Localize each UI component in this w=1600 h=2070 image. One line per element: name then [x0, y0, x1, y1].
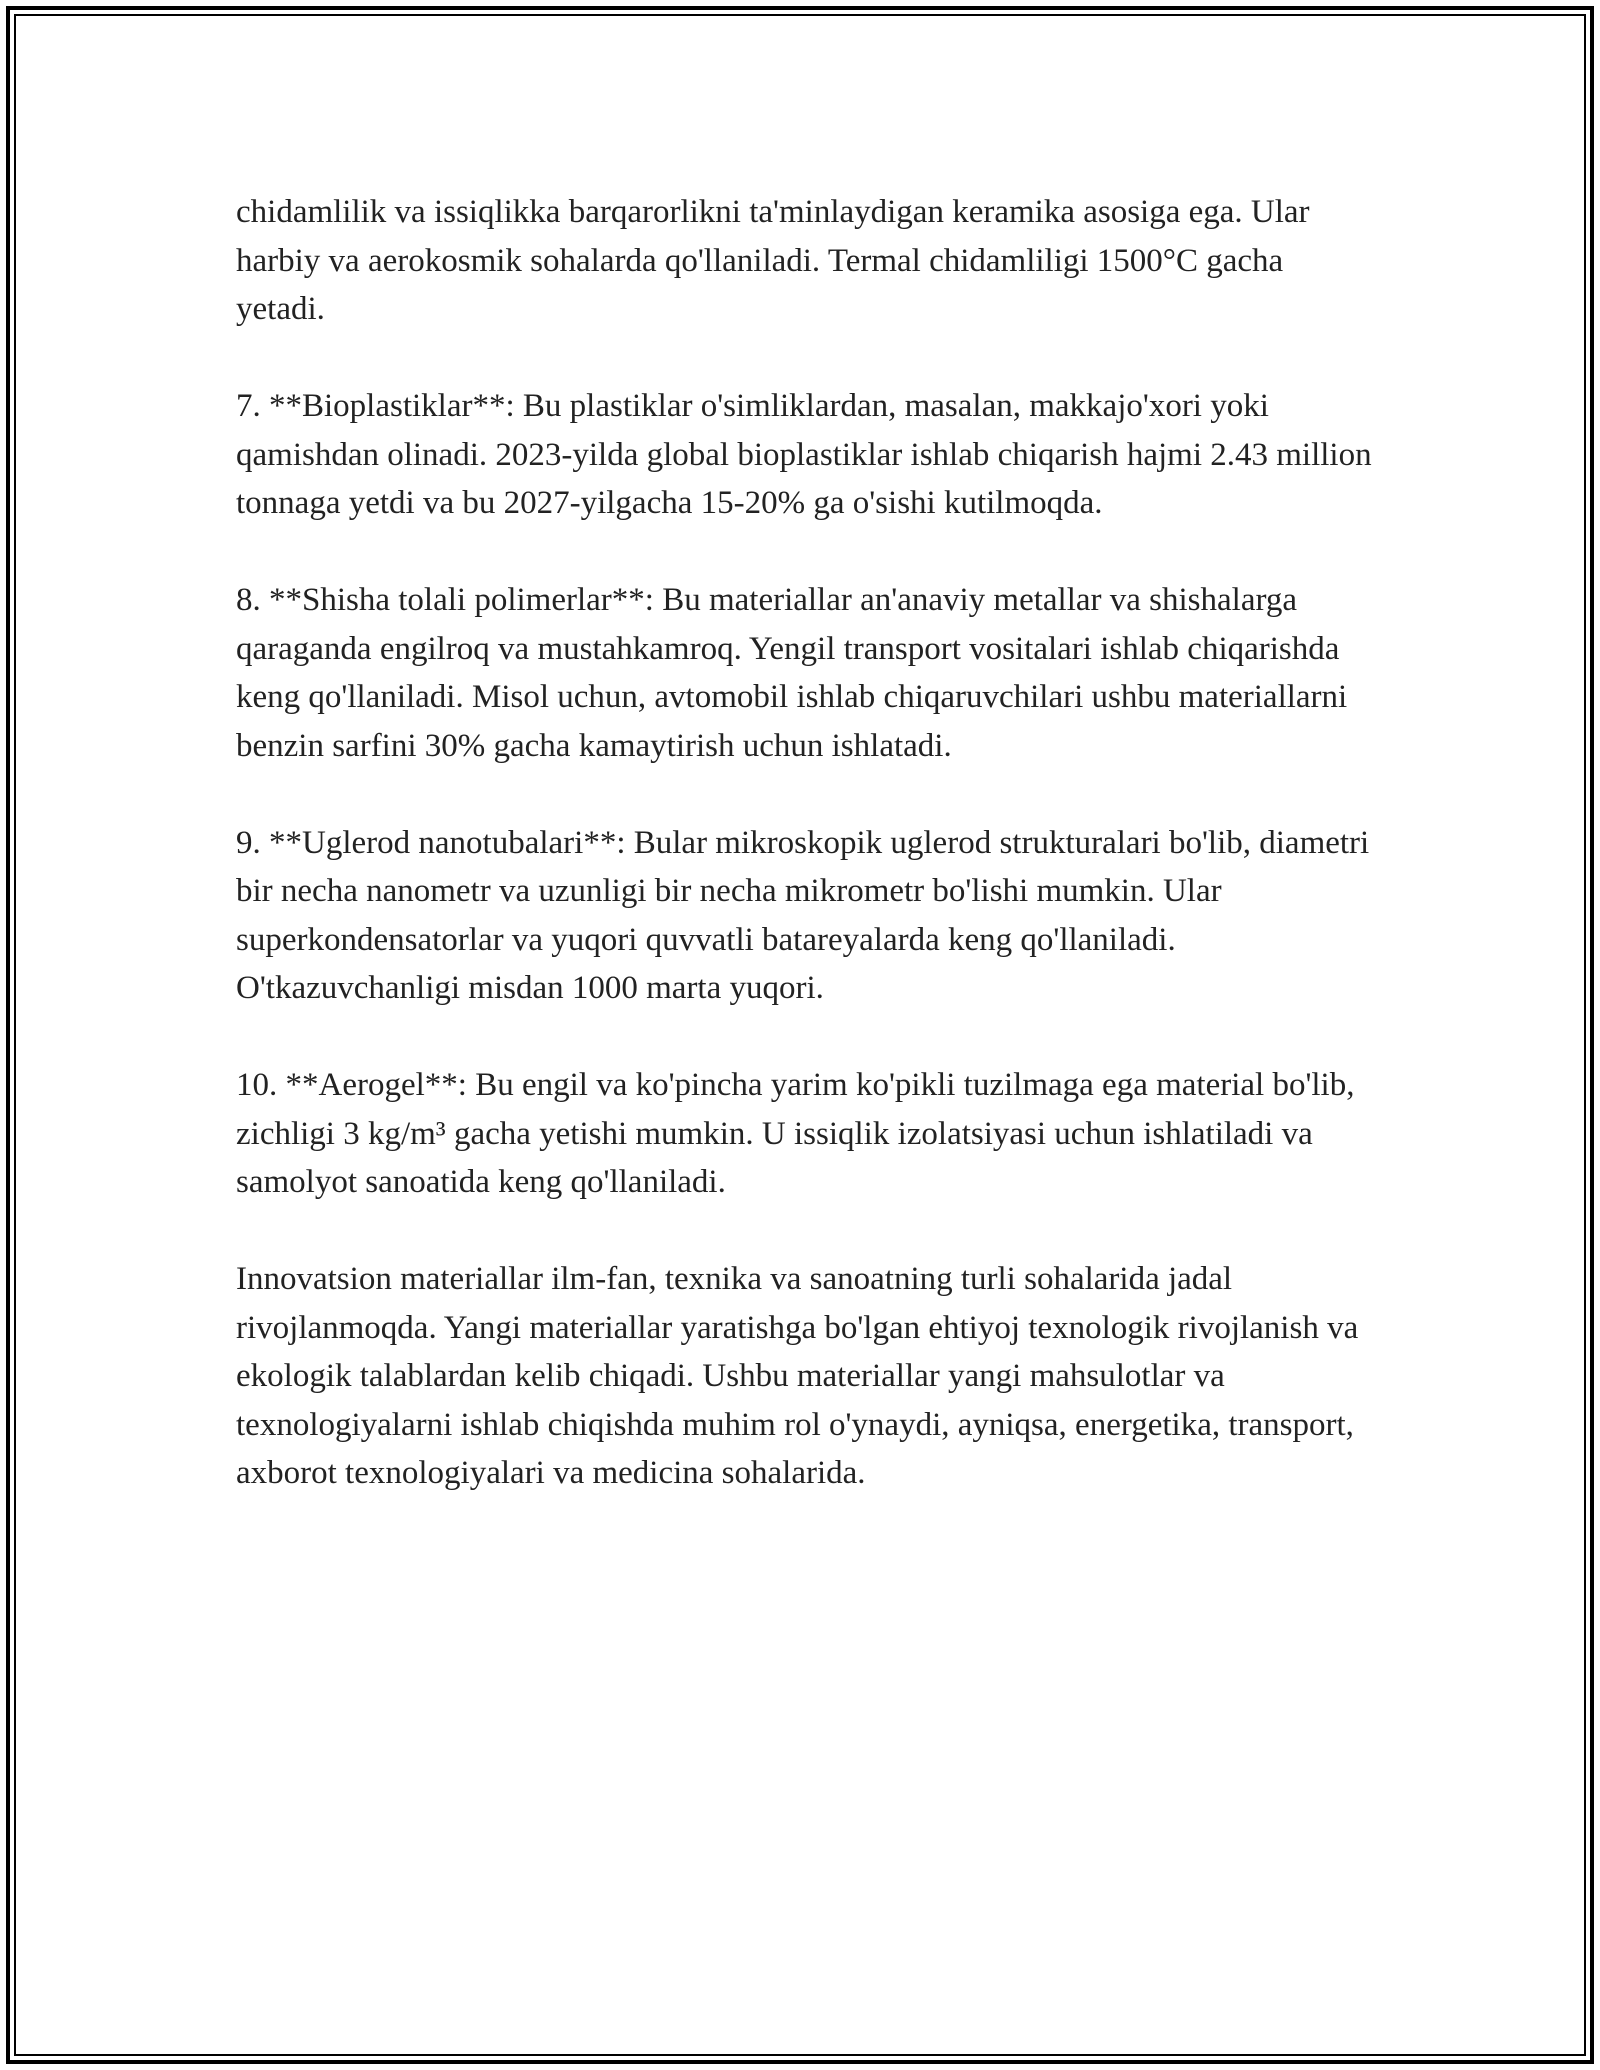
- paragraph-aerogel: 10. **Aerogel**: Bu engil va ko'pincha yarim ko'pikli tuzilmaga ega material bo'lib, zichligi 3 kg/m³ gacha yetishi mumkin. U issiqlik izolatsiyasi uchun ishlatiladi va samolyot sanoatida keng qo'llaniladi.: [236, 1067, 1355, 1200]
- paragraph-carbon-nanotubes: 9. **Uglerod nanotubalari**: Bular mikroskopik uglerod strukturalari bo'lib, diametri bir necha nanometr va uzunligi bir necha mikrometr bo'lishi mumkin. Ular superkondensatorlar va yuqori quvvatli batareyalarda keng qo'llaniladi. O'tkazuvchanligi misdan 1000 marta yuqori.: [236, 824, 1370, 1006]
- paragraph-conclusion: Innovatsion materiallar ilm-fan, texnika va sanoatning turli sohalarida jadal rivojlanmoqda. Yangi materiallar yaratishga bo'lgan ehtiyoj texnologik rivojlanish va ekologik talablardan kelib chiqadi. Ushbu materiallar yangi mahsulotlar va texnologiyalarni ishlab chiqishda muhim rol o'ynaydi, ayniqsa, energetika, transport, axborot texnologiyalari va medicina sohalarida.: [236, 1261, 1359, 1491]
- paragraph-bioplastics: 7. **Bioplastiklar**: Bu plastiklar o'simliklardan, masalan, makkajo'xori yoki qamishdan olinadi. 2023-yilda global bioplastiklar ishlab chiqarish hajmi 2.43 million tonnaga yetdi va bu 2027-yilgacha 15-20% ga o'sishi kutilmoqda.: [236, 388, 1372, 521]
- paragraph-glass-fiber-polymers: 8. **Shisha tolali polimerlar**: Bu materiallar an'anaviy metallar va shishalarga qaraganda engilroq va mustahkamroq. Yengil transport vositalari ishlab chiqarishda keng qo'llaniladi. Misol uchun, avtomobil ishlab chiqaruvchilari ushbu materiallarni benzin sarfini 30% gacha kamaytirish uchun ishlatadi.: [236, 582, 1348, 764]
- document-body: [236, 188, 1376, 1546]
- paragraph-ceramics-continuation: chidamlilik va issiqlikka barqarorlikni ta'minlaydigan keramika asosiga ega. Ular harbiy va aerokosmik sohalarda qo'llaniladi. Termal chidamliligi 1500°C gacha yetadi.: [236, 194, 1310, 327]
